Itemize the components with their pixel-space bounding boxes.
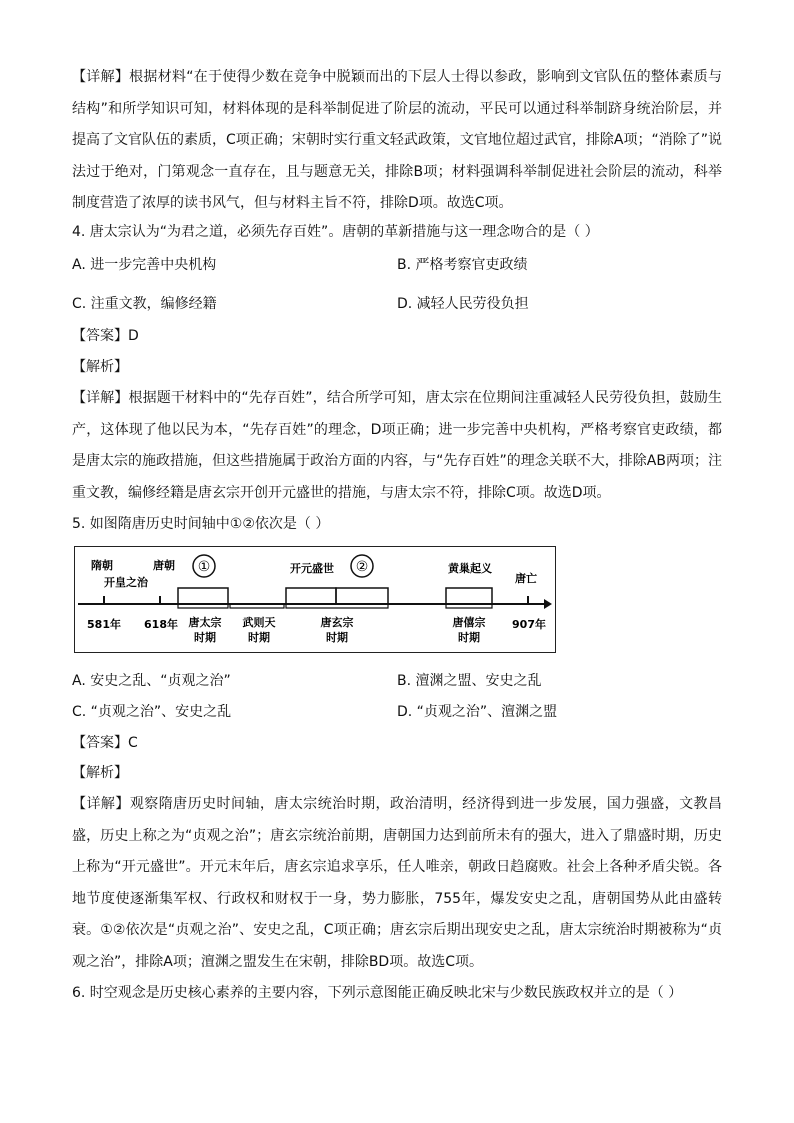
label-tang-fall: 唐亡 bbox=[515, 572, 537, 585]
q5-answer: 【答案】C bbox=[72, 735, 138, 751]
label-kaiyuan: 开元盛世 bbox=[290, 562, 334, 575]
q5-option-c: C. “贞观之治”、安史之乱 bbox=[72, 704, 232, 720]
q6-stem: 6. 时空观念是历史核心素养的主要内容，下列示意图能正确反映北宋与少数民族政权并立的是（ ） bbox=[72, 985, 683, 1001]
circle-label-2: ② bbox=[355, 559, 369, 575]
q5-option-b: B. 澶渊之盟、安史之乱 bbox=[397, 673, 542, 689]
period-wuzetian: 武则天时期 bbox=[242, 616, 276, 644]
q4-option-d: D. 减轻人民劳役负担 bbox=[397, 296, 529, 312]
q3-detail-paragraph: 【详解】根据材料“在于使得少数在竞争中脱颖而出的下层人士得以参政，影响到文官队伍的整体素质与结构”和所学知识可知，材料体现的是科举制促进了阶层的流动，平民可以通过科举制跻身统治阶层，并提高了文官队伍的素质，C项正确；宋朝时实行重文轻武政策，文官地位超过武官，排除A项；“消除了”说法过于绝对，门第观念一直存在，且与题意无关，排除B项；材料强调科举制促进社会阶层的流动，科举制度营造了浓厚的读书风气，但与材料主旨不符，排除D项。故选C项。 bbox=[72, 69, 722, 211]
label-tang: 唐朝 bbox=[153, 559, 175, 572]
q4-detail-paragraph: 【详解】根据题干材料中的“先存百姓”，结合所学可知，唐太宗在位期间注重减轻人民劳役负担，鼓励生产，这体现了他以民为本，“先存百姓”的理念，D项正确；进一步完善中央机构，严格考察官吏政绩，都是唐太宗的施政措施，但这些措施属于政治方面的内容，与“先存百姓”的理念关联不大，排除AB两项；注重文教，编修经籍是唐玄宗开创开元盛世的措施，与唐太宗不符，排除C项。故选D项。 bbox=[72, 390, 722, 501]
year-907: 907年 bbox=[512, 618, 546, 631]
q5-stem: 5. 如图隋唐历史时间轴中①②依次是（ ） bbox=[72, 516, 330, 532]
q4-stem: 4. 唐太宗认为“为君之道，必须先存百姓”。唐朝的革新措施与这一理念吻合的是（ ） bbox=[72, 224, 599, 240]
q5-analysis-label: 【解析】 bbox=[72, 765, 128, 781]
period-xizong: 唐僖宗时期 bbox=[452, 616, 486, 644]
q4-analysis-label: 【解析】 bbox=[72, 359, 128, 375]
circle-label-1: ① bbox=[197, 559, 211, 575]
q5-option-a: A. 安史之乱、“贞观之治” bbox=[72, 673, 231, 689]
q5-option-d: D. “贞观之治”、澶渊之盟 bbox=[397, 704, 558, 720]
label-sui: 隋朝 bbox=[91, 559, 113, 572]
label-huangchao: 黄巢起义 bbox=[448, 562, 492, 575]
period-xuanzong: 唐玄宗时期 bbox=[320, 616, 354, 644]
q4-option-a: A. 进一步完善中央机构 bbox=[72, 257, 217, 273]
q4-option-b: B. 严格考察官吏政绩 bbox=[397, 257, 528, 273]
q5-detail-paragraph: 【详解】观察隋唐历史时间轴，唐太宗统治时期，政治清明，经济得到进一步发展，国力强盛，文教昌盛，历史上称之为“贞观之治”；唐玄宗统治前期，唐朝国力达到前所未有的强大，进入了鼎盛时期，历史上称为“开元盛世”。开元末年后，唐玄宗追求享乐，任人唯亲，朝政日趋腐败。社会上各种矛盾尖锐。各地节度使逐渐集军权、行政权和财权于一身，势力膨胀，755年，爆发安史之乱，唐朝国势从此由盛转衰。①②依次是“贞观之治”、安史之乱，C项正确；唐玄宗后期出现安史之乱，唐太宗统治时期被称为“贞观之治”，排除A项；澶渊之盟发生在宋朝，排除BD项。故选C项。 bbox=[72, 796, 722, 970]
q4-option-c: C. 注重文教，编修经籍 bbox=[72, 296, 217, 312]
year-618: 618年 bbox=[144, 618, 178, 631]
label-kaihuang: 开皇之治 bbox=[104, 576, 148, 589]
period-taizong: 唐太宗时期 bbox=[188, 616, 222, 644]
year-581: 581年 bbox=[87, 618, 121, 631]
q4-answer: 【答案】D bbox=[72, 328, 139, 344]
q5-timeline-figure bbox=[74, 546, 556, 653]
